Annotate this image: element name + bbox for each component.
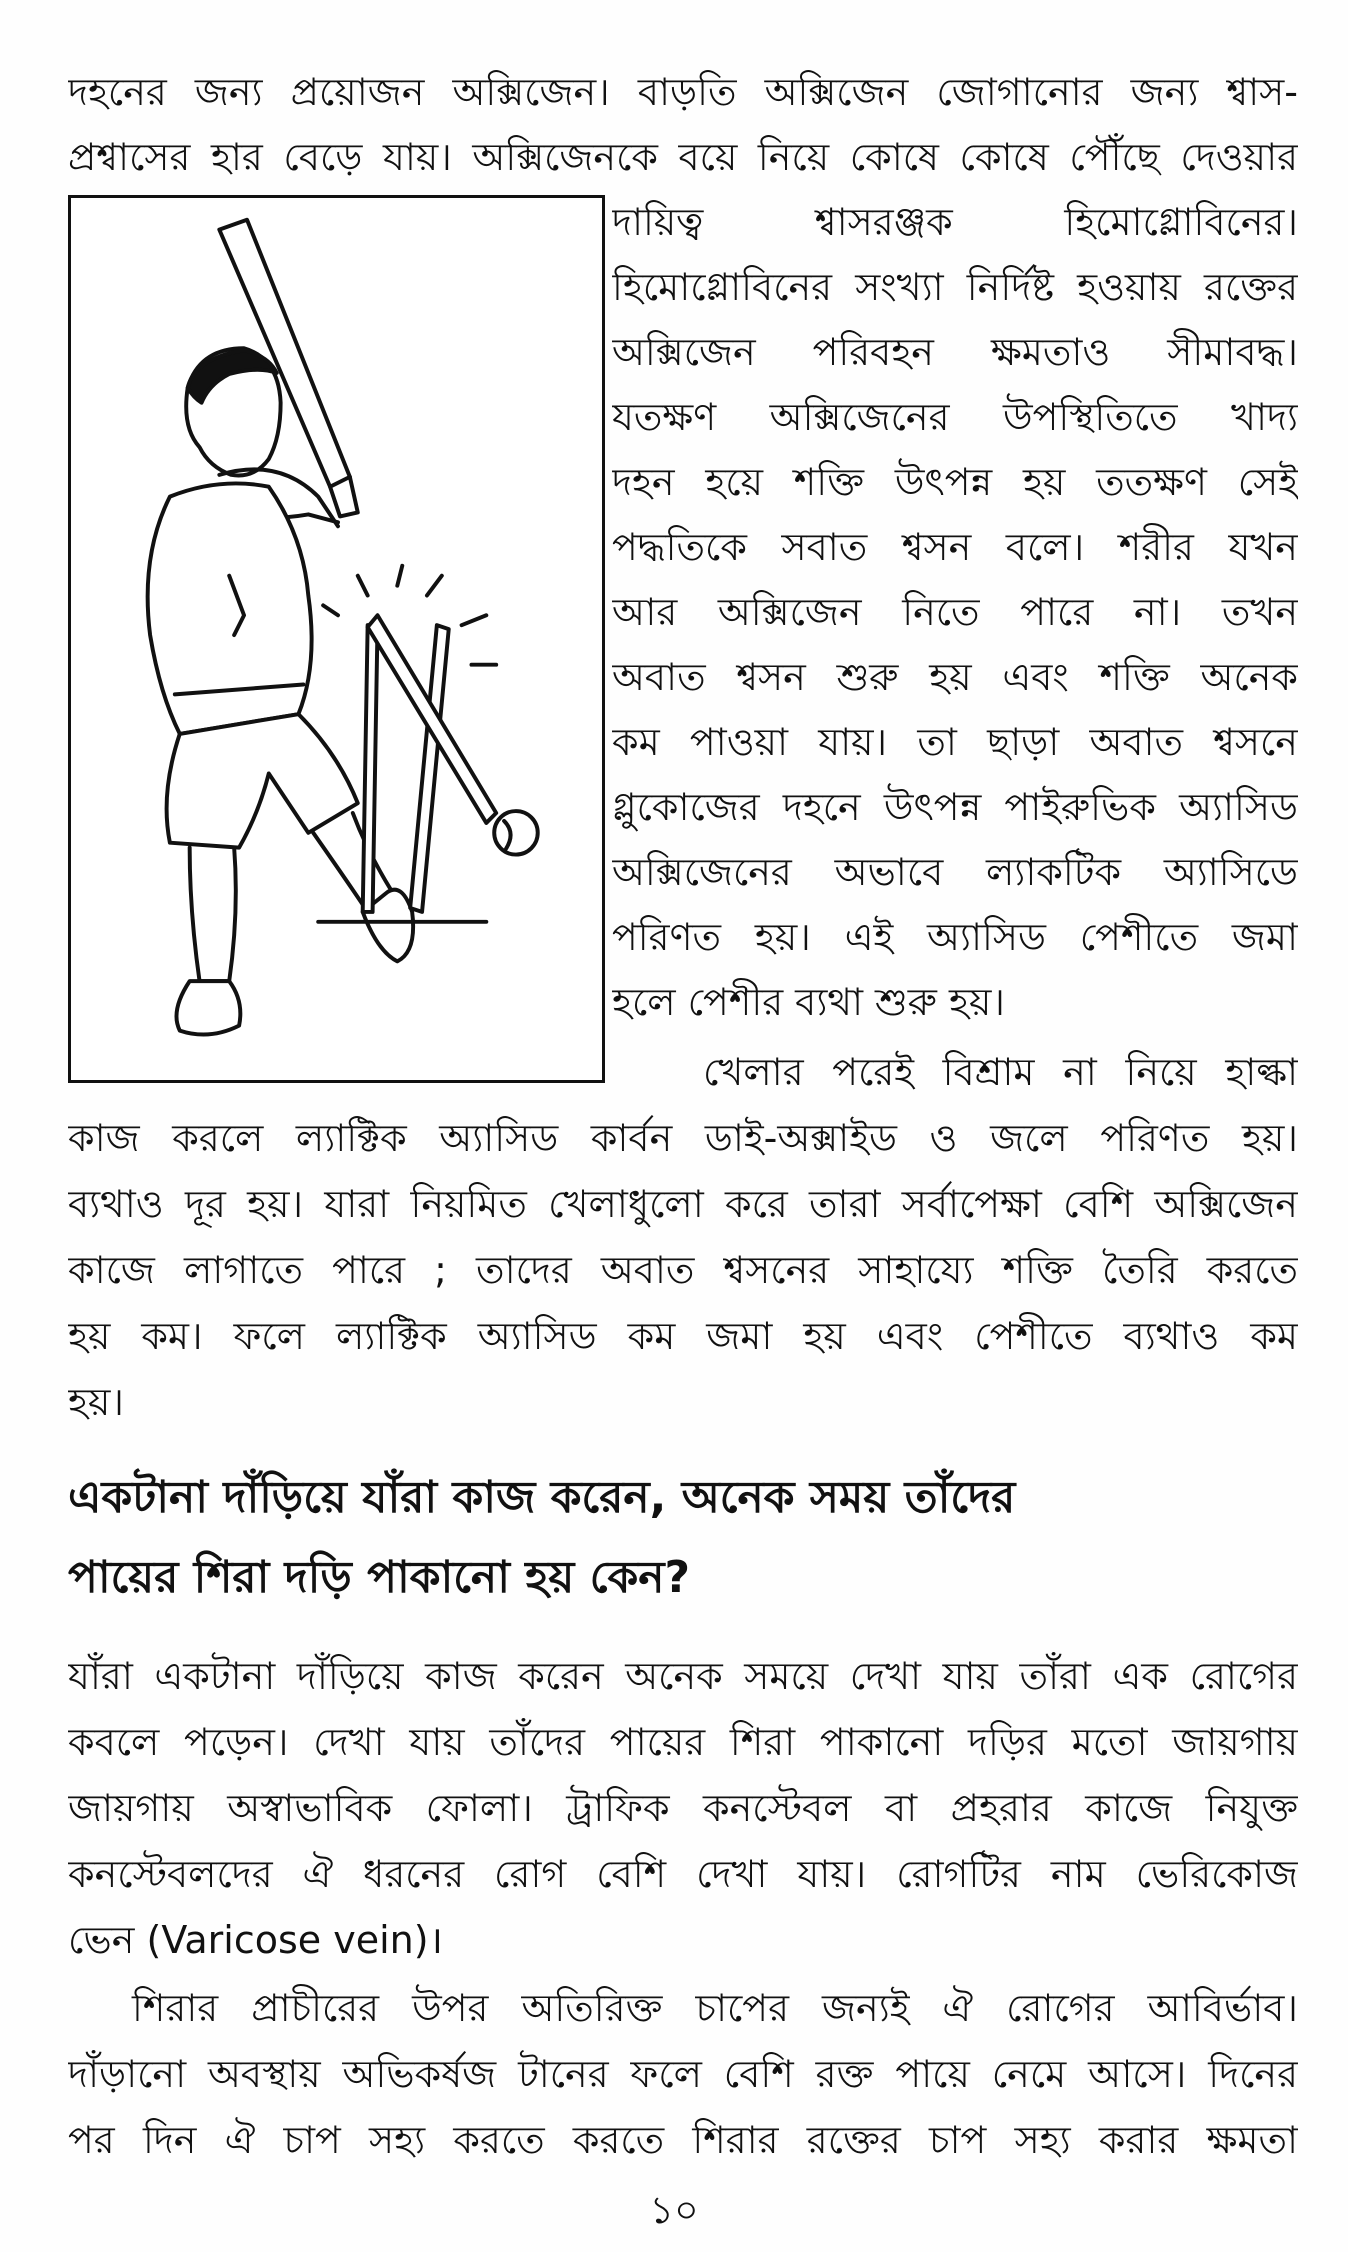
paragraph-line: পর দিন ঐ চাপ সহ্য করতে করতে শিরার রক্তের চাপ সহ্য করার ক্ষমতা [68,2118,1298,2162]
paragraph-line: অক্সিজেন পরিবহন ক্ষমতাও সীমাবদ্ধ। [612,330,1298,374]
paragraph-line: প্রশ্বাসের হার বেড়ে যায়। অক্সিজেনকে বয়ে নিয়ে কোষে কোষে পৌঁছে দেওয়ার [68,135,1298,179]
paragraph-line: কবলে পড়েন। দেখা যায় তাঁদের পায়ের শিরা পাকানো দড়ির মতো জায়গায় [68,1720,1298,1764]
paragraph-line: দহনের জন্য প্রয়োজন অক্সিজেন। বাড়তি অক্সিজেন জোগানোর জন্য শ্বাস- [68,70,1298,114]
section-heading: পায়ের শিরা দড়ি পাকানো হয় কেন? [68,1552,691,1603]
paragraph-line: অক্সিজেনের অভাবে ল্যাকটিক অ্যাসিডে [612,850,1298,894]
paragraph-line: দায়িত্ব শ্বাসরঞ্জক হিমোগ্লোবিনের। [612,200,1298,244]
paragraph-line: যাঁরা একটানা দাঁড়িয়ে কাজ করেন অনেক সময়ে দেখা যায় তাঁরা এক রোগের [68,1654,1298,1698]
paragraph-line: দহন হয়ে শক্তি উৎপন্ন হয় ততক্ষণ সেই [612,460,1298,504]
paragraph-line: পরিণত হয়। এই অ্যাসিড পেশীতে জমা [612,915,1298,959]
paragraph-line: পদ্ধতিকে সবাত শ্বসন বলে। শরীর যখন [612,525,1298,569]
cricket-batsman-illustration [68,195,605,1083]
paragraph-line: দাঁড়ানো অবস্থায় অভিকর্ষজ টানের ফলে বেশি রক্ত পায়ে নেমে আসে। দিনের [68,2052,1298,2096]
paragraph-line: হলে পেশীর ব্যথা শুরু হয়। [612,980,1005,1024]
paragraph-line: কাজ করলে ল্যাক্টিক অ্যাসিড কার্বন ডাই-অক্সাইড ও জলে পরিণত হয়। [68,1116,1298,1160]
page-number: ১০ [649,2188,699,2232]
paragraph-line: কম পাওয়া যায়। তা ছাড়া অবাত শ্বসনে [612,720,1298,764]
paragraph-line: অবাত শ্বসন শুরু হয় এবং শক্তি অনেক [612,655,1298,699]
paragraph-line: জায়গায় অস্বাভাবিক ফোলা। ট্রাফিক কনস্টেবল বা প্রহরার কাজে নিযুক্ত [68,1786,1298,1830]
section-heading: একটানা দাঁড়িয়ে যাঁরা কাজ করেন, অনেক সময় তাঁদের [68,1472,1016,1523]
paragraph-line: ভেন (Varicose vein)। [68,1918,443,1962]
paragraph-line: কাজে লাগাতে পারে ; তাদের অবাত শ্বসনের সাহায্যে শক্তি তৈরি করতে [68,1248,1298,1292]
paragraph-line: যতক্ষণ অক্সিজেনের উপস্থিতিতে খাদ্য [612,395,1298,439]
paragraph-line: শিরার প্রাচীরের উপর অতিরিক্ত চাপের জন্যই ঐ রোগের আবির্ভাব। [132,1986,1298,2030]
paragraph-line: হয়। [68,1380,124,1424]
paragraph-line: খেলার পরেই বিশ্রাম না নিয়ে হাল্কা [703,1050,1298,1094]
paragraph-line: হয় কম। ফলে ল্যাক্টিক অ্যাসিড কম জমা হয় এবং পেশীতে ব্যথাও কম [68,1314,1298,1358]
paragraph-line: হিমোগ্লোবিনের সংখ্যা নির্দিষ্ট হওয়ায় রক্তের [612,265,1298,309]
paragraph-line: কনস্টেবলদের ঐ ধরনের রোগ বেশি দেখা যায়। রোগটির নাম ভেরিকোজ [68,1852,1298,1896]
paragraph-line: আর অক্সিজেন নিতে পারে না। তখন [612,590,1298,634]
paragraph-line: ব্যথাও দূর হয়। যারা নিয়মিত খেলাধুলো করে তারা সর্বাপেক্ষা বেশি অক্সিজেন [68,1182,1298,1226]
paragraph-line: গ্লুকোজের দহনে উৎপন্ন পাইরুভিক অ্যাসিড [612,785,1298,829]
